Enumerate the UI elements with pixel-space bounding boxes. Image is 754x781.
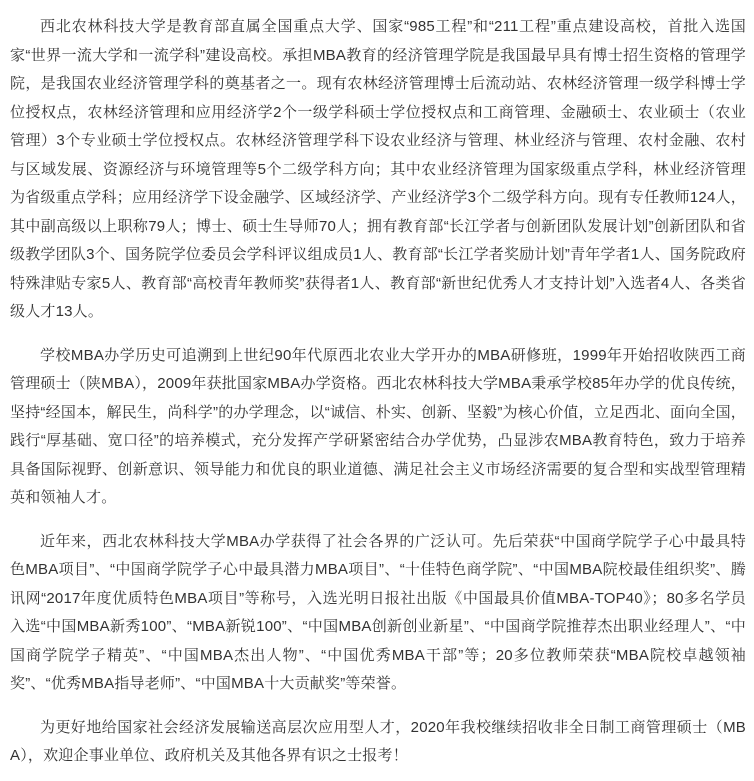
paragraph-enrollment-invitation: 为更好地给国家社会经济发展输送高层次应用型人才，2020年我校继续招收非全日制工商管理硕士（MBA），欢迎企事业单位、政府机关及其他各界有识之士报考！ bbox=[10, 718, 746, 764]
paragraph-mba-honors: 近年来，西北农林科技大学MBA办学获得了社会各界的广泛认可。先后荣获“中国商学院学子心中最具特色MBA项目”、“中国商学院学子心中最具潜力MBA项目”、“十佳特色商学院”、“中国MBA院校最佳组织奖”、腾讯网“2017年度优质特色MBA项目”等称号，入选光明日报社出版《中国最具价值MBA-TOP40》；80多名学员入选“中国MBA新秀100”、“MBA新锐100”、“中国MBA创新创业新星”、“中国商学院推荐杰出职业经理人”、“中国商学院学子精英”、“中国MBA杰出人物”、“中国优秀MBA干部”等；20多位教师荣获“MBA院校卓越领袖奖”、“优秀MBA指导老师”、“中国MBA十大贡献奖”等荣誉。 bbox=[10, 532, 746, 692]
paragraph-mba-history: 学校MBA办学历史可追溯到上世纪90年代原西北农业大学开办的MBA研修班，1999年开始招收陕西工商管理硕士（陕MBA），2009年获批国家MBA办学资格。西北农林科技大学MBA秉承学校85年办学的优良传统，坚持“经国本，解民生，尚科学”的办学理念，以“诚信、朴实、创新、坚毅”为核心价值，立足西北、面向全国，践行“厚基础、宽口径”的培养模式，充分发挥产学研紧密结合办学优势，凸显涉农MBA教育特色，致力于培养具备国际视野、创新意识、领导能力和优良的职业道德、满足社会主义市场经济需要的复合型和实战型管理精英和领袖人才。 bbox=[10, 346, 746, 506]
paragraph-university-overview: 西北农林科技大学是教育部直属全国重点大学、国家“985工程”和“211工程”重点建设高校，首批入选国家“世界一流大学和一流学科”建设高校。承担MBA教育的经济管理学院是我国最早具有博士招生资格的管理学院，是我国农业经济管理学科的奠基者之一。现有农林经济管理博士后流动站、农林经济管理一级学科博士学位授权点，农林经济管理和应用经济学2个一级学科硕士学位授权点和工商管理、金融硕士、农业硕士（农业管理）3个专业硕士学位授权点。农林经济管理学科下设农业经济与管理、林业经济与管理、农村金融、农村与区域发展、资源经济与环境管理等5个二级学科方向；其中农业经济管理为国家级重点学科，林业经济管理为省级重点学科；应用经济学下设金融学、区域经济学、产业经济学3个二级学科方向。现有专任教师124人，其中副高级以上职称79人；博士、硕士生导师70人；拥有教育部“长江学者与创新团队发展计划”创新团队和省级教学团队3个、国务院学位委员会学科评议组成员1人、教育部“长江学者奖励计划”青年学者1人、国务院政府特殊津贴专家5人、教育部“高校青年教师奖”获得者1人、教育部“新世纪优秀人才支持计划”入选者4人、各类省级人才13人。 bbox=[10, 18, 746, 320]
